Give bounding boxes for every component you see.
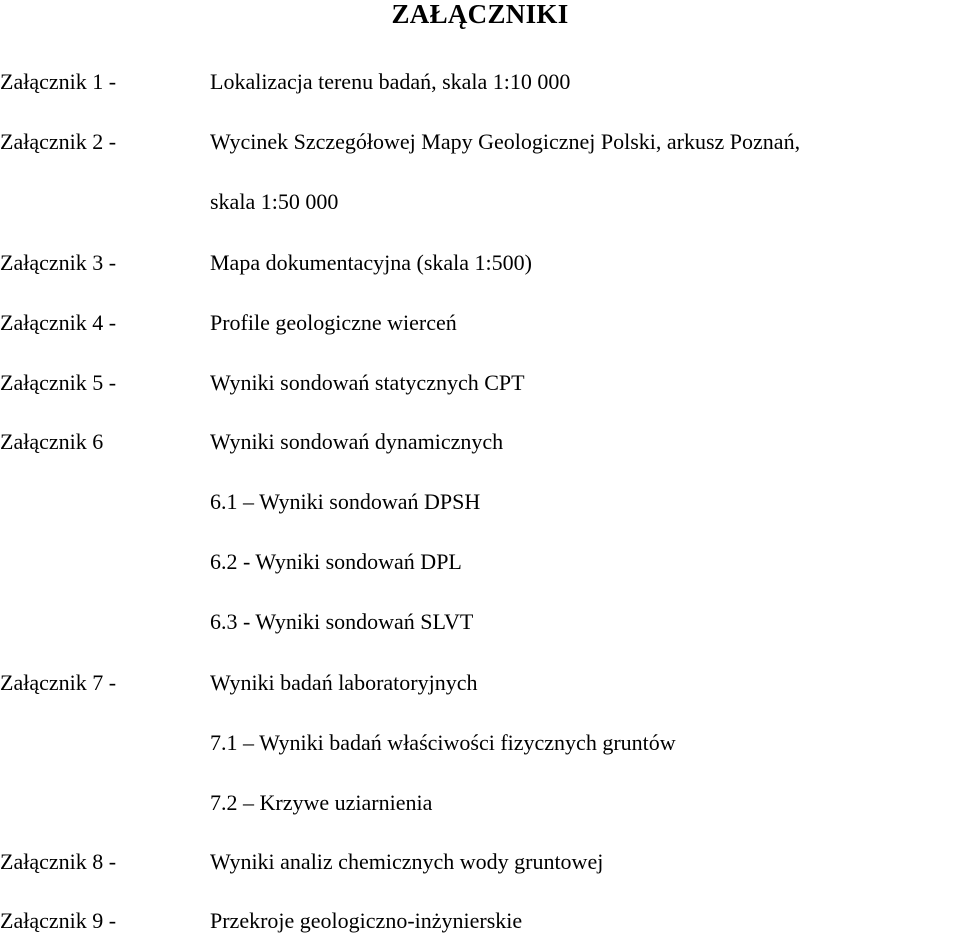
attachment-6-sub-1: 6.1 – Wyniki sondowań DPSH <box>210 489 481 514</box>
attachment-5-label: Załącznik 5 - <box>0 370 117 395</box>
page-title: ZAŁĄCZNIKI <box>391 0 569 29</box>
attachment-6-sub-2: 6.2 - Wyniki sondowań DPL <box>210 549 462 574</box>
attachment-3-label: Załącznik 3 - <box>0 250 117 275</box>
attachment-9-label: Załącznik 9 - <box>0 908 117 933</box>
attachment-4-label: Załącznik 4 - <box>0 310 117 335</box>
attachment-8-label: Załącznik 8 - <box>0 849 117 874</box>
attachment-9-text: Przekroje geologiczno-inżynierskie <box>210 908 523 933</box>
attachment-6-label: Załącznik 6 <box>0 429 104 454</box>
attachment-7-text: Wyniki badań laboratoryjnych <box>210 670 478 695</box>
attachment-6-sub-3: 6.3 - Wyniki sondowań SLVT <box>210 609 474 634</box>
attachment-6-text: Wyniki sondowań dynamicznych <box>210 429 504 454</box>
attachment-8-text: Wyniki analiz chemicznych wody gruntowej <box>210 849 604 874</box>
attachment-2-label: Załącznik 2 - <box>0 129 117 154</box>
attachment-1-text: Lokalizacja terenu badań, skala 1:10 000 <box>210 69 571 94</box>
attachment-2-text: Wycinek Szczegółowej Mapy Geologicznej Polski, arkusz Poznań, <box>210 129 801 154</box>
attachment-5-text: Wyniki sondowań statycznych CPT <box>210 370 525 395</box>
attachment-2-text-continued: skala 1:50 000 <box>210 189 339 214</box>
attachment-4-text: Profile geologiczne wierceń <box>210 310 457 335</box>
attachment-7-sub-2: 7.2 – Krzywe uziarnienia <box>210 790 433 815</box>
attachment-7-sub-1: 7.1 – Wyniki badań właściwości fizycznych gruntów <box>210 730 676 755</box>
attachment-3-text: Mapa dokumentacyjna (skala 1:500) <box>210 250 532 275</box>
attachment-7-label: Załącznik 7 - <box>0 670 117 695</box>
attachment-1-label: Załącznik 1 - <box>0 69 117 94</box>
